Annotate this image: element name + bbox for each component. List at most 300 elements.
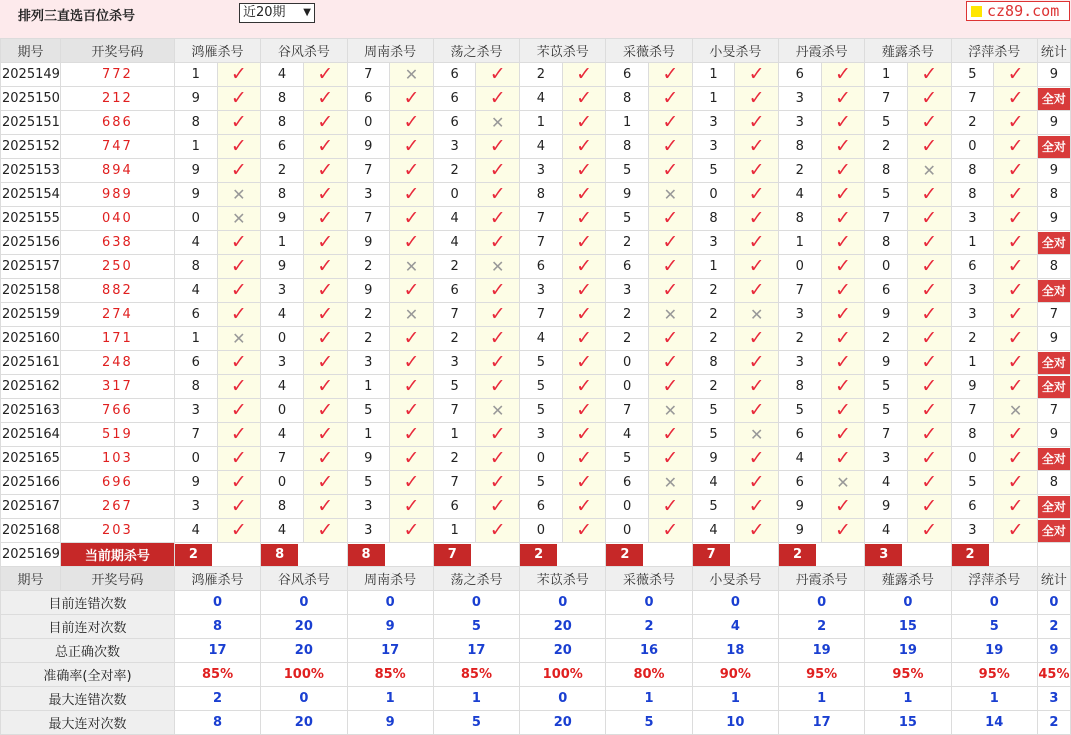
current-kill-cell [778,543,864,567]
check-icon: ✓ [834,519,851,541]
result-cell [735,111,779,135]
kill-number-cell: 3 [347,183,390,207]
check-icon: ✓ [230,63,247,85]
check-icon: ✓ [921,207,938,229]
check-icon: ✓ [662,519,679,541]
kill-number-cell: 5 [865,375,908,399]
kill-number-cell: 3 [692,135,735,159]
cross-icon: ✕ [1008,401,1023,420]
kill-number-cell: 6 [951,495,994,519]
kill-number-cell: 4 [174,519,217,543]
check-icon: ✓ [921,255,938,277]
result-cell [821,231,865,255]
table-row [1,279,1071,303]
col-header-expert: 荡之杀号 [433,567,519,591]
result-cell [821,135,865,159]
summary-value: 100% [520,663,606,687]
summary-value: 17 [347,639,433,663]
kill-number-cell: 7 [951,87,994,111]
all-correct-badge: 全对 [1038,376,1070,398]
issue-cell: 2025161 [1,351,61,375]
result-cell [390,519,434,543]
stat-cell: 9 [1037,207,1070,231]
result-cell [217,495,261,519]
kill-number-cell: 7 [778,279,821,303]
stat-cell [1037,135,1070,159]
kill-number-cell: 3 [951,303,994,327]
kill-number-cell: 6 [433,495,476,519]
result-cell [649,255,693,279]
kill-number-cell: 7 [865,423,908,447]
summary-value: 0 [520,687,606,711]
kill-number-cell: 1 [865,63,908,87]
kill-number-cell: 6 [520,495,563,519]
kill-number-cell: 2 [347,327,390,351]
kill-number-cell: 2 [606,303,649,327]
kill-number-cell: 3 [174,495,217,519]
kill-number-cell: 6 [520,255,563,279]
summary-label: 目前连错次数 [1,591,175,615]
issue-cell: 2025160 [1,327,61,351]
summary-value: 20 [520,639,606,663]
result-cell [994,519,1038,543]
kill-number-cell: 2 [778,159,821,183]
check-icon: ✓ [1007,351,1024,373]
summary-value: 0 [347,591,433,615]
check-icon: ✓ [230,399,247,421]
summary-value: 9 [347,615,433,639]
cross-icon: ✕ [404,257,419,276]
issue-cell: 2025152 [1,135,61,159]
result-cell [217,159,261,183]
check-icon: ✓ [317,279,334,301]
check-icon: ✓ [489,87,506,109]
result-cell [476,327,520,351]
check-icon: ✓ [403,495,420,517]
current-kill-cell [433,543,519,567]
check-icon: ✓ [489,207,506,229]
result-cell [735,375,779,399]
kill-number-cell: 1 [951,351,994,375]
kill-number-cell: 5 [865,399,908,423]
check-icon: ✓ [662,495,679,517]
stat-cell [1037,375,1070,399]
logo-square-icon [971,6,982,17]
kill-number-cell: 6 [865,279,908,303]
summary-stat-value: 2 [1037,711,1070,735]
summary-value: 17 [778,711,864,735]
kill-number-cell: 6 [433,63,476,87]
kill-number-cell: 9 [347,135,390,159]
result-cell [476,303,520,327]
kill-number-cell: 6 [433,87,476,111]
check-icon: ✓ [576,231,592,253]
summary-value: 95% [778,663,864,687]
check-icon: ✓ [576,135,592,157]
table-row [1,327,1071,351]
result-cell [735,279,779,303]
result-cell [303,375,347,399]
check-icon: ✓ [921,519,938,541]
check-icon: ✓ [489,303,506,325]
col-header-expert: 谷风杀号 [261,567,347,591]
kill-number-cell: 6 [606,63,649,87]
check-icon: ✓ [576,159,592,181]
result-cell [476,183,520,207]
result-cell [217,135,261,159]
summary-value: 19 [778,639,864,663]
summary-value: 1 [606,687,692,711]
result-cell [303,399,347,423]
check-icon: ✓ [576,111,592,133]
result-cell [390,183,434,207]
result-cell [303,111,347,135]
kill-number-cell: 2 [433,327,476,351]
check-icon: ✓ [576,423,592,445]
draw-number-cell: 267 [60,495,174,519]
cross-icon: ✕ [491,257,505,276]
check-icon: ✓ [403,87,420,109]
summary-value: 16 [606,639,692,663]
kill-number-cell: 6 [951,255,994,279]
draw-number-cell: 171 [60,327,174,351]
result-cell [735,183,779,207]
kill-number-cell: 5 [778,399,821,423]
summary-row [1,615,1071,639]
kill-number-cell: 2 [951,111,994,135]
cross-icon: ✕ [232,329,246,348]
stat-cell: 8 [1037,471,1070,495]
check-icon: ✓ [576,495,592,517]
check-icon: ✓ [576,519,592,541]
summary-value: 0 [174,591,260,615]
summary-value: 95% [951,663,1037,687]
summary-value: 0 [261,687,347,711]
current-kill-label: 当前期杀号 [60,543,174,567]
check-icon: ✓ [403,471,420,493]
check-icon: ✓ [230,303,247,325]
result-cell [735,399,779,423]
check-icon: ✓ [317,63,334,85]
col-header-stat: 统计 [1037,39,1070,63]
col-header-expert: 周南杀号 [347,39,433,63]
kill-number-cell: 9 [261,255,304,279]
kill-number-cell: 0 [520,447,563,471]
kill-number-cell: 1 [692,63,735,87]
kill-number-cell: 3 [347,351,390,375]
check-icon: ✓ [834,183,851,205]
kill-number-cell: 5 [692,159,735,183]
kill-number-cell: 6 [433,111,476,135]
issue-cell: 2025153 [1,159,61,183]
check-icon: ✓ [921,399,938,421]
col-header-issue: 期号 [1,567,61,591]
kill-number-cell: 8 [951,159,994,183]
result-cell [476,87,520,111]
kill-number-cell: 4 [433,231,476,255]
kill-number-cell: 6 [347,87,390,111]
table-row [1,471,1071,495]
kill-number-cell: 0 [778,255,821,279]
col-header-expert: 丹霞杀号 [778,567,864,591]
check-icon: ✓ [834,399,851,421]
kill-number-cell: 4 [261,519,304,543]
kill-number-cell: 4 [865,519,908,543]
result-cell [735,255,779,279]
result-cell [821,423,865,447]
kill-number-cell: 1 [433,423,476,447]
check-icon: ✓ [403,135,420,157]
kill-number-cell: 2 [433,159,476,183]
col-header-draw: 开奖号码 [60,567,174,591]
summary-value: 20 [520,615,606,639]
kill-number-cell: 0 [261,471,304,495]
check-icon: ✓ [317,111,334,133]
result-cell [735,87,779,111]
result-cell [303,231,347,255]
check-icon: ✓ [317,495,334,517]
kill-number-cell: 0 [692,183,735,207]
result-cell [217,183,261,207]
kill-number-cell: 4 [692,519,735,543]
kill-number-cell: 4 [520,327,563,351]
result-cell [390,111,434,135]
result-cell [303,87,347,111]
check-icon: ✓ [576,447,592,469]
kill-number-cell: 1 [951,231,994,255]
check-icon: ✓ [748,375,765,397]
kill-number-cell: 2 [692,327,735,351]
summary-value: 85% [174,663,260,687]
draw-number-cell: 274 [60,303,174,327]
check-icon: ✓ [662,231,679,253]
result-cell [217,519,261,543]
draw-number-cell: 882 [60,279,174,303]
result-cell [994,471,1038,495]
brand-logo[interactable] [966,1,1070,21]
check-icon: ✓ [662,207,679,229]
kill-number-cell: 1 [692,255,735,279]
result-cell [390,279,434,303]
result-cell [821,351,865,375]
summary-value: 20 [261,615,347,639]
summary-value: 8 [174,711,260,735]
result-cell [907,183,951,207]
check-icon: ✓ [748,399,765,421]
result-cell [217,111,261,135]
kill-number-cell: 8 [261,87,304,111]
result-cell [562,375,606,399]
kill-number-cell: 7 [261,447,304,471]
kill-number-cell: 5 [865,183,908,207]
check-icon: ✓ [317,231,334,253]
current-kill-cell [174,543,260,567]
result-cell [907,279,951,303]
result-cell [390,135,434,159]
kill-number-cell: 4 [261,303,304,327]
result-cell [907,135,951,159]
issue-cell: 2025165 [1,447,61,471]
kill-number-cell: 9 [865,351,908,375]
issue-cell: 2025163 [1,399,61,423]
current-kill-badge: 2 [606,544,643,566]
kill-number-cell: 2 [692,279,735,303]
result-cell [994,375,1038,399]
check-icon: ✓ [921,447,938,469]
kill-number-cell: 0 [520,519,563,543]
check-icon: ✓ [834,111,851,133]
summary-stat-value: 9 [1037,639,1070,663]
check-icon: ✓ [489,495,506,517]
check-icon: ✓ [230,447,247,469]
summary-value: 0 [606,591,692,615]
kill-number-cell: 1 [520,111,563,135]
kill-number-cell: 5 [347,471,390,495]
kill-number-cell: 9 [951,375,994,399]
result-cell [390,207,434,231]
result-cell [649,159,693,183]
kill-number-cell: 9 [778,519,821,543]
table-row [1,423,1071,447]
kill-number-cell: 5 [606,447,649,471]
col-header-expert: 薤露杀号 [865,567,951,591]
check-icon: ✓ [921,327,938,349]
result-cell [649,207,693,231]
check-icon: ✓ [403,279,420,301]
stat-cell: 7 [1037,399,1070,423]
kill-number-cell: 8 [174,255,217,279]
result-cell [821,255,865,279]
issue-cell: 2025162 [1,375,61,399]
all-correct-badge: 全对 [1038,352,1070,374]
current-kill-badge: 8 [261,544,298,566]
result-cell [476,255,520,279]
kill-number-cell: 0 [261,327,304,351]
kill-number-cell: 0 [606,351,649,375]
current-kill-cell [951,543,1037,567]
kill-number-cell: 6 [433,279,476,303]
result-cell [562,63,606,87]
check-icon: ✓ [1007,87,1024,109]
col-header-expert: 谷风杀号 [261,39,347,63]
check-icon: ✓ [489,423,506,445]
result-cell [390,495,434,519]
cross-icon: ✕ [663,305,678,324]
cross-icon: ✕ [663,473,678,492]
summary-value: 17 [433,639,519,663]
current-issue-row [1,543,1071,567]
all-correct-badge: 全对 [1038,136,1070,158]
check-icon: ✓ [576,279,592,301]
kill-number-cell: 1 [347,423,390,447]
chevron-down-icon: ▼ [303,7,311,18]
kill-number-cell: 0 [261,399,304,423]
kill-number-cell: 6 [778,63,821,87]
kill-number-table [0,38,1071,735]
kill-number-cell: 2 [778,327,821,351]
summary-value: 95% [865,663,951,687]
kill-number-cell: 2 [865,327,908,351]
kill-number-cell: 8 [174,111,217,135]
result-cell [994,423,1038,447]
kill-number-cell: 3 [520,279,563,303]
check-icon: ✓ [317,351,334,373]
current-kill-badge: 7 [693,544,730,566]
result-cell [390,447,434,471]
kill-number-cell: 7 [520,303,563,327]
kill-number-cell: 1 [174,135,217,159]
result-cell [994,183,1038,207]
kill-number-cell: 4 [433,207,476,231]
kill-number-cell: 1 [174,327,217,351]
table-row [1,351,1071,375]
check-icon: ✓ [921,351,938,373]
check-icon: ✓ [230,255,247,277]
kill-number-cell: 8 [261,495,304,519]
summary-value: 0 [951,591,1037,615]
check-icon: ✓ [921,471,938,493]
stat-cell [1037,495,1070,519]
result-cell [649,399,693,423]
kill-number-cell: 9 [174,87,217,111]
result-cell [303,447,347,471]
kill-number-cell: 6 [606,471,649,495]
summary-value: 0 [692,591,778,615]
check-icon: ✓ [230,87,247,109]
kill-number-cell: 4 [520,87,563,111]
check-icon: ✓ [834,207,851,229]
check-icon: ✓ [317,327,334,349]
current-kill-cell [520,543,606,567]
check-icon: ✓ [834,447,851,469]
kill-number-cell: 8 [951,183,994,207]
summary-value: 85% [433,663,519,687]
table-row [1,399,1071,423]
col-header-expert: 浮萍杀号 [951,39,1037,63]
period-select[interactable] [239,3,315,23]
check-icon: ✓ [317,519,334,541]
summary-value: 1 [951,687,1037,711]
check-icon: ✓ [317,159,334,181]
result-cell [476,471,520,495]
stat-cell: 9 [1037,111,1070,135]
result-cell [821,519,865,543]
summary-value: 5 [606,711,692,735]
kill-number-cell: 8 [865,159,908,183]
check-icon: ✓ [576,87,592,109]
check-icon: ✓ [834,63,851,85]
draw-number-cell: 519 [60,423,174,447]
check-icon: ✓ [403,351,420,373]
result-cell [994,135,1038,159]
result-cell [217,447,261,471]
kill-number-cell: 3 [520,159,563,183]
draw-number-cell: 212 [60,87,174,111]
result-cell [390,303,434,327]
stat-cell [1037,231,1070,255]
result-cell [476,447,520,471]
result-cell [907,495,951,519]
result-cell [562,351,606,375]
kill-number-cell: 0 [606,375,649,399]
kill-number-cell: 7 [520,207,563,231]
result-cell [821,111,865,135]
kill-number-cell: 3 [692,111,735,135]
result-cell [303,207,347,231]
check-icon: ✓ [317,207,334,229]
cross-icon: ✕ [232,209,246,228]
cross-icon: ✕ [749,425,764,444]
